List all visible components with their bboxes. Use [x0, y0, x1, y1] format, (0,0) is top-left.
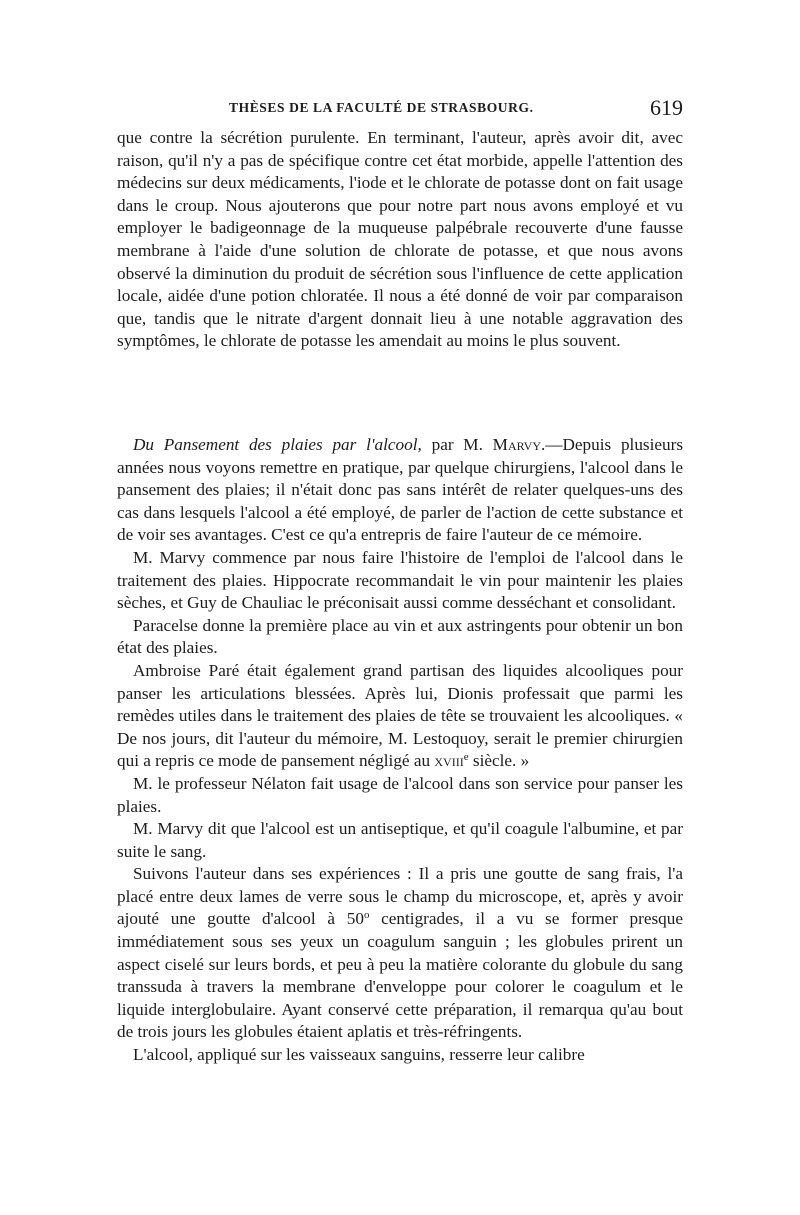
article-section	[117, 434, 683, 1067]
article-author: Marvy	[492, 435, 541, 454]
paragraph-nelaton: M. le professeur Nélaton fait usage de l'alcool dans son service pour panser les plaies.	[117, 773, 683, 816]
article-intro: .—Depuis plusieurs années nous voyons remettre en pratique, par quelque chirurgiens, l'alcool dans le pansement des plaies; il n'était donc pas sans intérêt de relater quelques-uns des cas dans lesquels l'alcool a été employé, de parler de l'action de cette substance et de voir ses avantages. C'est ce qu'a entrepris de faire l'auteur de ce mémoire.	[117, 435, 684, 545]
article-intro-paragraph	[117, 434, 683, 547]
paragraph-history: M. Marvy commence par nous faire l'histoire de l'emploi de l'alcool dans le traitement des plaies. Hippocrate recommandait le vin pour maintenir les plaies sèches, et Guy de Chauliac le préconisait aussi comme desséchant et consolidant.	[117, 547, 683, 613]
paragraph-experiences	[117, 863, 683, 1044]
paragraph-paracelse: Paracelse donne la première place au vin et aux astringents pour obtenir un bon état des plaies.	[117, 615, 683, 658]
century-superscript: e	[463, 751, 469, 764]
paragraph-antiseptique: M. Marvy dit que l'alcool est un antiseptique, et qu'il coagule l'albumine, et par suite le sang.	[117, 819, 683, 861]
page-header	[117, 97, 683, 121]
article-title: Du Pansement des plaies par l'alcool,	[133, 435, 422, 454]
pare-text: Ambroise Paré était également grand partisan des liquides alcooliques pour panser les articulations blessées. Après lui, Dionis professait que parmi les remèdes utiles dans le traitement des plaies de tête se trouvaient les alcooliques. « De nos jours, dit l'auteur du mémoire, M. Lestoquoy, serait le premier chirurgien qui a repris ce mode de pansement négligé au	[117, 660, 683, 771]
continuation-section	[117, 127, 683, 353]
experiences-before: Suivons l'auteur dans ses expériences : Il a pris une goutte de sang frais, l'a placé entre deux lames de verre sous le champ du microscope, et, après y avoir ajouté une goutte d'alcool à 50	[117, 864, 683, 929]
paragraph-last-line: L'alcool, appliqué sur les vaisseaux sanguins, resserre leur calibre	[133, 1045, 585, 1065]
article-by: par M.	[431, 435, 483, 454]
page-number: 619	[650, 95, 683, 120]
pare-end: siècle. »	[468, 751, 530, 771]
experiences-after: centigrades, il a vu se former presque immédiatement sous ses yeux un coagulum sanguin ; les globules prirent un aspect ciselé sur leurs bords, et peu à peu la matière colorante du globule du sang transsuda à travers la membrane d'enveloppe pour colorer le coagulum et le liquide interglobulaire. Ayant conservé cette préparation, il remarqua qu'au bout de trois jours les globules étaient aplatis et très-réfringents.	[117, 909, 684, 1042]
running-title: THÈSES DE LA FACULTÉ DE STRASBOURG.	[229, 100, 534, 115]
century-numeral: xviii	[434, 751, 464, 771]
degree-sign: o	[363, 909, 370, 922]
paragraph-continuation: que contre la sécrétion purulente. En terminant, l'auteur, après avoir dit, avec raison, qu'il n'y a pas de spécifique contre cet état morbide, appelle l'attention des médecins sur deux médicaments, l'iode et le chlorate de potasse dont on fait usage dans le croup. Nous ajouterons que pour notre part nous avons employé et vu employer le badigeonnage de la muqueuse palpébrale recouverte d'une fausse membrane à l'aide d'une solution de chlorate de potasse, et que nous avons observé la diminution du produit de sécrétion sous l'influence de cette application locale, aidée d'une potion chloratée. Il nous a été donné de voir par comparaison que, tandis que le nitrate d'argent donnait lieu à une notable aggravation des symptômes, le chlorate de potasse les amendait au moins le plus souvent.	[117, 128, 683, 351]
paragraph-pare	[117, 660, 683, 773]
